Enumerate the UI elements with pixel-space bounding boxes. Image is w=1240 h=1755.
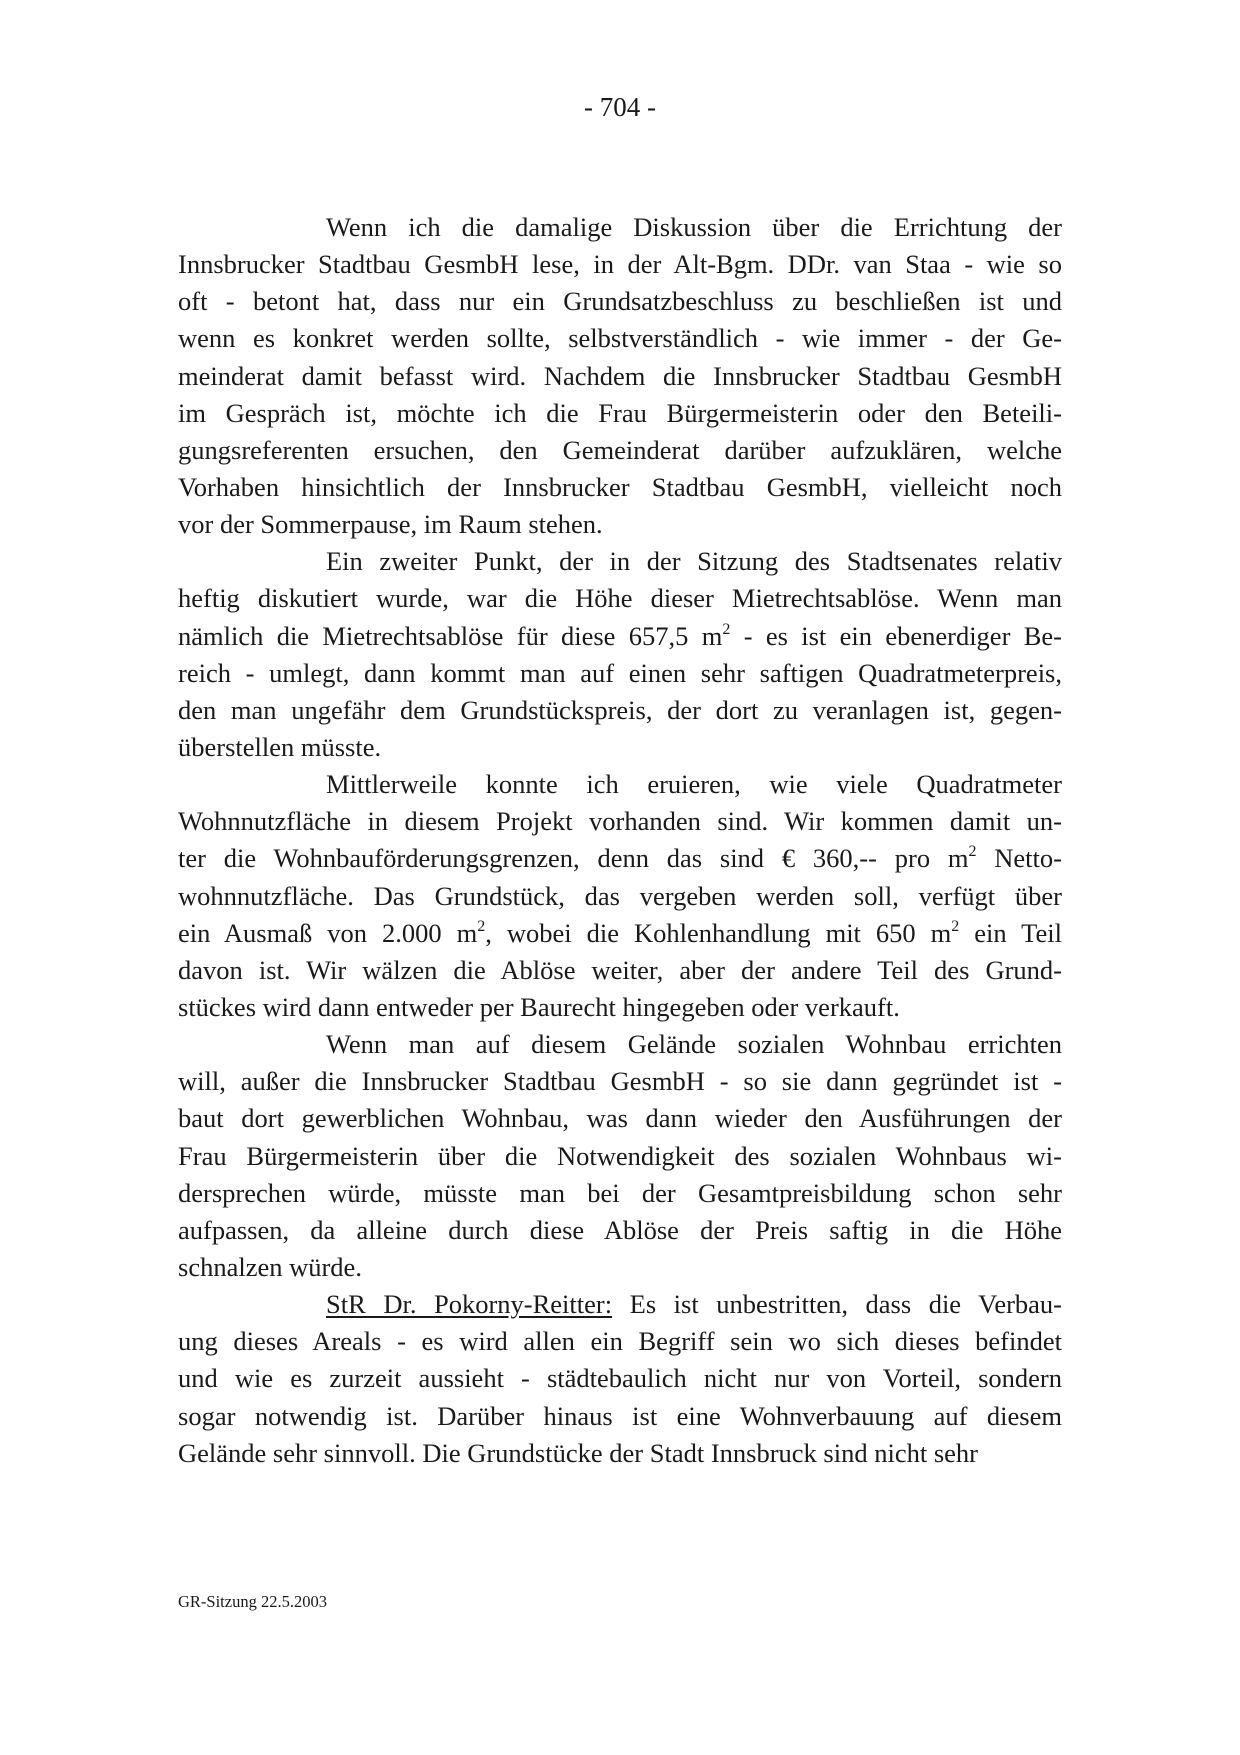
text-run: reich - umlegt, dann kommt man auf einen sehr saftigen Quadratmeterpreis, — [178, 657, 1062, 688]
text-run: , wobei die Kohlenhandlung mit 650 m — [485, 917, 952, 948]
text-run: wenn es konkret werden sollte, selbstverständlich - wie immer - der Ge- — [178, 323, 1062, 354]
text-run: Gelände sehr sinnvoll. Die Grundstücke der Stadt Innsbruck sind nicht sehr — [178, 1437, 978, 1468]
text-run: Frau Bürgermeisterin über die Notwendigkeit des sozialen Wohnbaus wi- — [178, 1140, 1062, 1171]
superscript: 2 — [722, 620, 731, 638]
text-run: Wenn man auf diesem Gelände sozialen Wohnbau errichten — [326, 1029, 1062, 1060]
text-run: ein Ausmaß von 2.000 m — [178, 917, 478, 948]
text-run: im Gespräch ist, möchte ich die Frau Bürgermeisterin oder den Beteili- — [178, 397, 1062, 428]
text-line — [178, 766, 1062, 803]
paragraph — [178, 1286, 1062, 1472]
text-line — [178, 246, 1062, 283]
text-run: ein Teil — [959, 917, 1062, 948]
text-run: Innsbrucker Stadtbau GesmbH lese, in der Alt-Bgm. DDr. van Staa - wie so — [178, 249, 1062, 280]
text-run: davon ist. Wir wälzen die Ablöse weiter, aber der andere Teil des Grund- — [178, 954, 1062, 985]
text-run: meinderat damit befasst wird. Nachdem die Innsbrucker Stadtbau GesmbH — [178, 360, 1062, 391]
text-line — [178, 358, 1062, 395]
text-line — [178, 283, 1062, 320]
text-run: aufpassen, da alleine durch diese Ablöse der Preis saftig in die Höhe — [178, 1214, 1062, 1245]
text-line — [178, 1175, 1062, 1212]
text-line — [178, 469, 1062, 506]
paragraph — [178, 209, 1062, 543]
text-run: - es ist ein ebenerdiger Be- — [730, 620, 1062, 651]
text-line — [178, 915, 1062, 952]
text-run: wohnnutzfläche. Das Grundstück, das vergeben werden soll, verfügt über — [178, 880, 1062, 911]
text-line — [178, 1398, 1062, 1435]
text-line — [178, 1360, 1062, 1397]
text-line — [178, 1323, 1062, 1360]
text-line — [178, 432, 1062, 469]
text-run: Netto- — [976, 843, 1062, 874]
text-line — [178, 692, 1062, 729]
paragraph — [178, 543, 1062, 766]
text-line — [178, 1249, 1062, 1286]
text-line — [178, 729, 1062, 766]
text-run: ung dieses Areals - es wird allen ein Begriff sein wo sich dieses befindet — [178, 1326, 1062, 1357]
superscript: 2 — [477, 917, 486, 935]
text-run: Vorhaben hinsichtlich der Innsbrucker Stadtbau GesmbH, vielleicht noch — [178, 471, 1062, 502]
text-line — [178, 989, 1062, 1026]
text-run: und wie es zurzeit aussieht - städtebaulich nicht nur von Vorteil, sondern — [178, 1363, 1062, 1394]
page-number: - 704 - — [584, 92, 656, 122]
text-run: baut dort gewerblichen Wohnbau, was dann wieder den Ausführungen der — [178, 1103, 1062, 1134]
text-run: Es ist unbestritten, dass die Verbau- — [612, 1289, 1062, 1320]
text-run: sogar notwendig ist. Darüber hinaus ist eine Wohnverbauung auf diesem — [178, 1400, 1062, 1431]
text-run: Mittlerweile konnte ich eruieren, wie viele Quadratmeter — [326, 769, 1062, 800]
text-line — [178, 1138, 1062, 1175]
text-run: Wenn ich die damalige Diskussion über die Errichtung der — [326, 212, 1062, 242]
text-line — [178, 209, 1062, 246]
text-line — [178, 320, 1062, 357]
speaker-name: StR Dr. Pokorny-Reitter: — [326, 1289, 613, 1320]
text-line — [178, 840, 1062, 877]
text-run: oft - betont hat, dass nur ein Grundsatzbeschluss zu beschließen ist und — [178, 286, 1062, 317]
body-text — [178, 209, 1062, 1472]
text-run: vor der Sommerpause, im Raum stehen. — [178, 509, 603, 540]
text-run: will, außer die Innsbrucker Stadtbau GesmbH - so sie dann gegründet ist - — [178, 1066, 1062, 1097]
text-line — [178, 878, 1062, 915]
text-run: nämlich die Mietrechtsablöse für diese 657,5 m — [178, 620, 723, 651]
text-run: ter die Wohnbauförderungsgrenzen, denn das sind € 360,-- pro m — [178, 843, 969, 874]
text-run: Wohnnutzfläche in diesem Projekt vorhanden sind. Wir kommen damit un- — [178, 806, 1062, 837]
text-line — [178, 803, 1062, 840]
text-line — [178, 1063, 1062, 1100]
text-line — [178, 1286, 1062, 1323]
text-line — [178, 1435, 1062, 1472]
text-line — [178, 952, 1062, 989]
text-line — [178, 543, 1062, 580]
text-line — [178, 1100, 1062, 1137]
text-run: dersprechen würde, müsste man bei der Gesamtpreisbildung schon sehr — [178, 1177, 1062, 1208]
text-line — [178, 580, 1062, 617]
text-line — [178, 655, 1062, 692]
text-line — [178, 1212, 1062, 1249]
text-line — [178, 506, 1062, 543]
text-line — [178, 395, 1062, 432]
page-footer: GR-Sitzung 22.5.2003 — [178, 1592, 327, 1611]
text-line — [178, 618, 1062, 655]
text-run: den man ungefähr dem Grundstückspreis, der dort zu veranlagen ist, gegen- — [178, 694, 1062, 725]
text-run: gungsreferenten ersuchen, den Gemeinderat darüber aufzuklären, welche — [178, 434, 1062, 465]
text-run: stückes wird dann entweder per Baurecht hingegeben oder verkauft. — [178, 991, 900, 1022]
paragraph — [178, 766, 1062, 1026]
superscript: 2 — [951, 917, 960, 935]
paragraph — [178, 1026, 1062, 1286]
text-run: heftig diskutiert wurde, war die Höhe dieser Mietrechtsablöse. Wenn man — [178, 583, 1062, 614]
superscript: 2 — [968, 843, 977, 861]
text-run: überstellen müsste. — [178, 731, 382, 762]
text-line — [178, 1026, 1062, 1063]
text-run: Ein zweiter Punkt, der in der Sitzung des Stadtsenates relativ — [326, 546, 1062, 577]
text-run: schnalzen würde. — [178, 1251, 362, 1282]
